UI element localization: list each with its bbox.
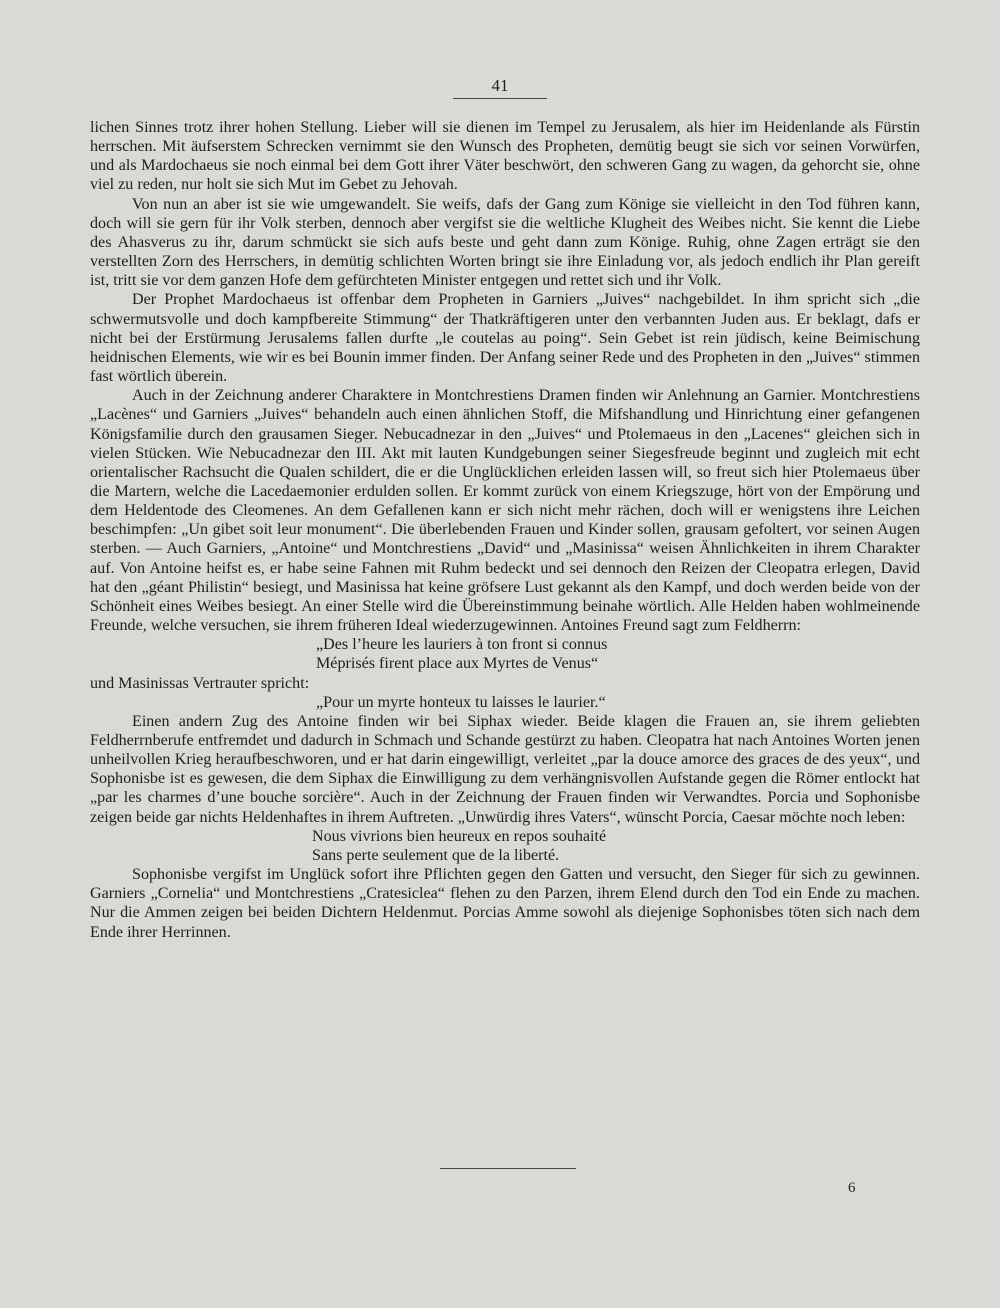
footer-rule bbox=[440, 1168, 576, 1169]
body-text bbox=[90, 118, 920, 942]
verse-line: Sans perte seulement que de la liberté. bbox=[312, 846, 560, 864]
verse-line: Nous vivrions bien heureux en repos souhaité bbox=[312, 827, 607, 845]
verse-line: „Pour un myrte honteux tu laisses le laurier.“ bbox=[316, 693, 606, 711]
page-number: 41 bbox=[491, 76, 509, 95]
paragraph: Von nun an aber ist sie wie umgewandelt. Sie weifs, dafs der Gang zum Könige sie vielleicht in den Tod führen kann, doch will sie gern für ihr Volk sterben, dennoch aber vergifst sie die weltliche Klugheit des Weibes nicht. Sie kennt die Liebe des Ahasverus zu ihr, darum schmückt sie sich aufs beste und geht dann zum Könige. Ruhig, ohne Zagen erträgt sie den verstellten Zorn des Herrschers, in demütig schlichten Worten bringt sie ihre Einladung vor, als jedoch endlich ihr Plan gereift ist, tritt sie vor dem ganzen Hofe dem gefürchteten Minister entgegen und rettet sich und ihr Volk. bbox=[90, 195, 920, 290]
paragraph: lichen Sinnes trotz ihrer hohen Stellung. Lieber will sie dienen im Tempel zu Jerusalem, als hier im Heidenlande als Fürstin herrschen. Mit äufserstem Schrecken vernimmt sie den Wunsch des Propheten, demütig beugt sie sich vor seinen Vorwürfen, und als Mardochaeus sie noch einmal bei dem Gott ihrer Väter beschwört, den schweren Gang zu wagen, da gehorcht sie, ohne viel zu reden, nur holt sie sich Mut im Gebet zu Jehovah. bbox=[90, 119, 920, 194]
verse-line: Méprisés firent place aux Myrtes de Venus“ bbox=[316, 655, 599, 673]
header-rule bbox=[453, 98, 547, 99]
paragraph: und Masinissas Vertrauter spricht: bbox=[90, 674, 310, 692]
paragraph: Auch in der Zeichnung anderer Charaktere in Montchrestiens Dramen finden wir Anlehnung an Garnier. Montchrestiens „Lacènes“ und Garniers „Juives“ behandeln auch einen ähnlichen Stoff, die Mifshandlung und Hinrichtung einer gefangenen Königsfamilie durch den grausamen Sieger. Nebucadnezar in den „Juives“ und Ptolemaeus in den „Lacenes“ gleichen sich in vielen Stücken. Wie Nebucadnezar den III. Akt mit lauten Kundgebungen seiner Siegesfreude beginnt und zugleich mit echt orientalischer Rachsucht die Qualen schildert, die er die Unglücklichen erleiden lassen will, so freut sich hier Ptolemaeus über die Martern, welche die Lacedaemonier erdulden sollen. Er kommt zurück von einem Kriegszuge, hört von der Empörung und dem Heldentode des Cleomenes. An dem Gefallenen kann er sich nicht mehr rächen, doch will er wenigstens ihre Leichen beschimpfen: „Un gibet soit leur monument“. Die überlebenden Frauen und Kinder sollen, grausam gefoltert, vor seinen Augen sterben. — Auch Garniers, „Antoine“ und Montchrestiens „David“ und „Masinissa“ weisen Ähnlichkeiten in ihrem Charakter auf. Von Antoine heifst es, er habe seine Fahnen mit Ruhm bedeckt und sei dennoch den Reizen der Cleopatra erlegen, David hat den „géant Philistin“ besiegt, und Masinissa hat keine gröfsere Lust gekannt als den Kampf, und doch werden beide von der Schönheit eines Weibes besiegt. An einer Stelle wird die Übereinstimmung beinahe wörtlich. Alle Helden haben wohlmeinende Freunde, welche versuchen, sie ihrem früheren Ideal wiederzugewinnen. Antoines Freund sagt zum Feldherrn: bbox=[90, 387, 920, 635]
paragraph: Der Prophet Mardochaeus ist offenbar dem Propheten in Garniers „Juives“ nachgebildet. In ihm spricht sich „die schwermutsvolle und doch kampfbereite Stimmung“ der Thatkräftigeren unter den verbannten Juden aus. Er beklagt, dafs er nicht bei der Erstürmung Jerusalems fallen durfte „le coutelas au poing“. Sein Gebet ist rein jüdisch, keine Beimischung heidnischen Elements, wie wir es bei Bounin immer finden. Der Anfang seiner Rede und des Propheten in den „Juives“ stimmen fast wörtlich überein. bbox=[90, 291, 920, 386]
signature-mark: 6 bbox=[848, 1180, 856, 1196]
paragraph: Sophonisbe vergifst im Unglück sofort ihre Pflichten gegen den Gatten und versucht, den Sieger für sich zu gewinnen. Garniers „Cornelia“ und Montchrestiens „Cratesiclea“ flehen zu den Parzen, ihrem Elend durch den Tod ein Ende zu machen. Nur die Ammen zeigen bei beiden Dichtern Heldenmut. Porcias Amme sowohl als diejenige Sophonisbes töten sich nach dem Ende ihrer Herrinnen. bbox=[90, 866, 920, 941]
paragraph: Einen andern Zug des Antoine finden wir bei Siphax wieder. Beide klagen die Frauen an, sie ihrem geliebten Feldherrnberufe entfremdet und dadurch in Schmach und Schande gestürzt zu haben. Cleopatra hat nach Antoines Worten jenen unheilvollen Krieg heraufbeschworen, und er hat darin eingewilligt, verleitet „par la douce amorce des graces de des yeux“, und Sophonisbe ist es gewesen, die dem Siphax die Einwilligung zu dem verhängnisvollen Aufstande gegen die Römer entlockt hat „par les charmes d’une bouche sorcière“. Auch in der Zeichnung der Frauen finden wir Verwandtes. Porcia und Sophonisbe zeigen beide gar nichts Heldenhaftes in ihrem Auftreten. „Unwürdig ihres Vaters“, wünscht Porcia, Caesar möchte noch leben: bbox=[90, 712, 920, 826]
verse-line: „Des l’heure les lauriers à ton front si connus bbox=[316, 636, 608, 654]
